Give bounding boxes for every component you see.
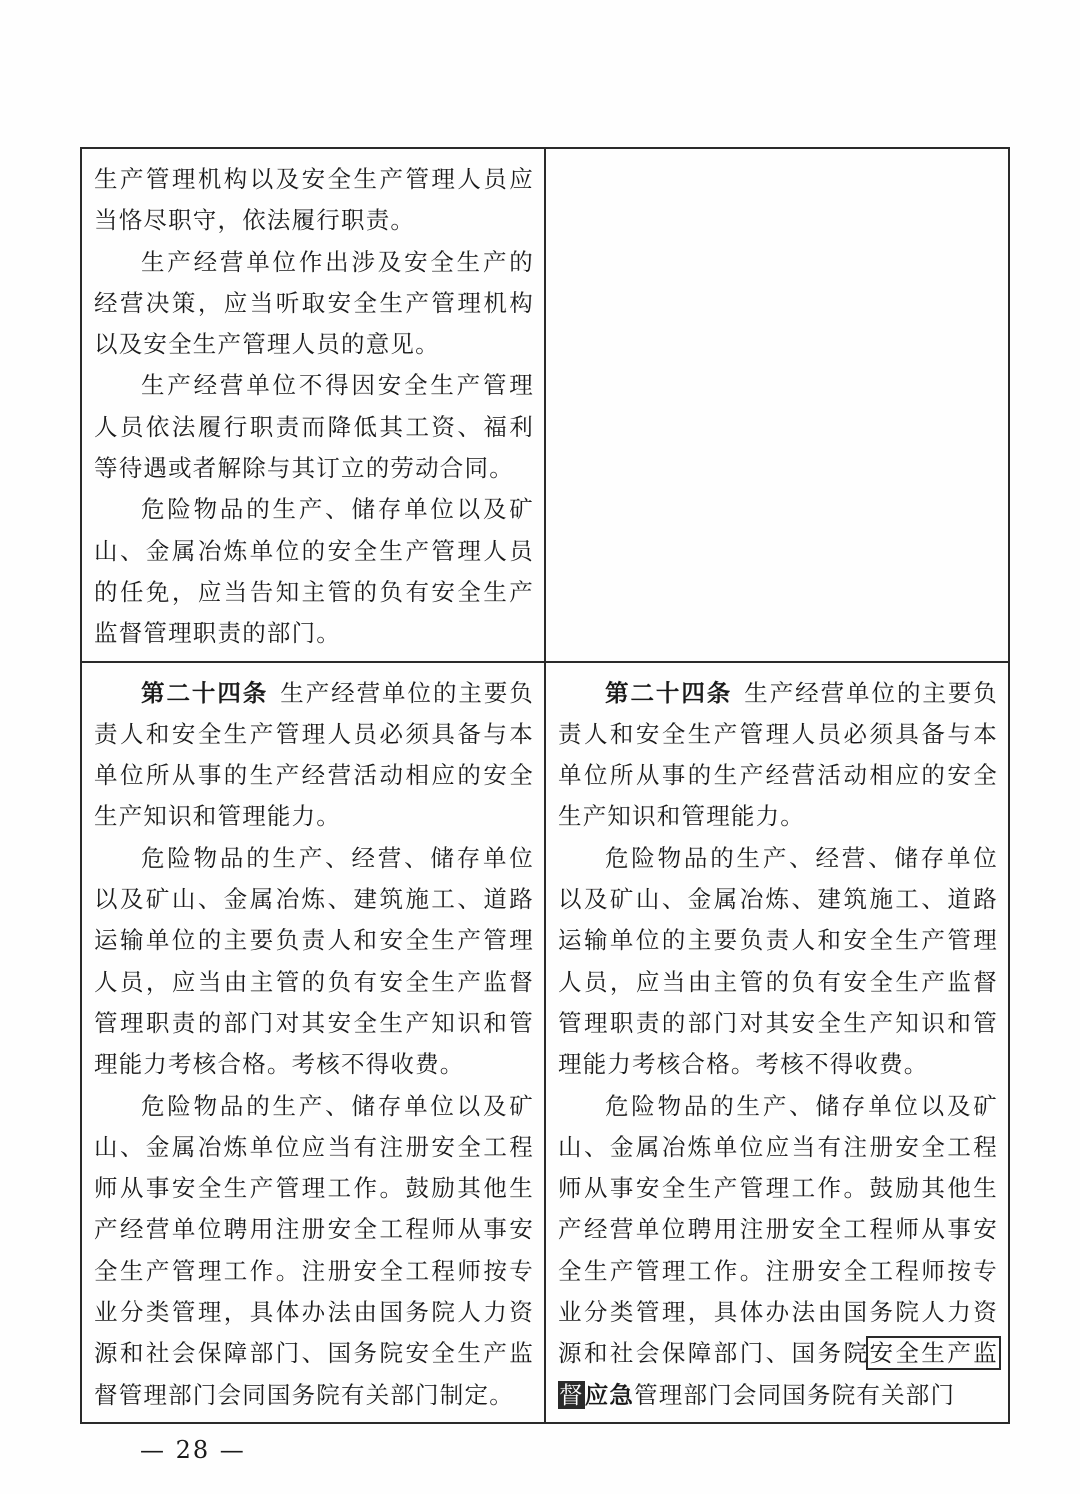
page-number: — 28 — (140, 1436, 246, 1464)
paragraph-text: 生产经营单位的主要负责人和安全生产管理人员必须具备与本单位所从事的生产经营活动相应的安全生产知识和管理能力。 (94, 678, 534, 831)
table-row (81, 148, 1009, 662)
deleted-text-mark: 督 (559, 1380, 584, 1409)
paragraph: 危险物品的生产、经营、储存单位以及矿山、金属冶炼、建筑施工、道路运输单位的主要负责人和安全生产管理人员，应当由主管的负有安全生产监督管理职责的部门对其安全生产知识和管理能力考核合格。考核不得收费。 (94, 843, 534, 1079)
law-comparison-table (80, 147, 1010, 1424)
revised-article-cell (545, 662, 1009, 1423)
paragraph: 生产管理机构以及安全生产管理人员应当恪尽职守，依法履行职责。 (94, 165, 534, 235)
paragraph (558, 673, 998, 838)
paragraph: 危险物品的生产、储存单位以及矿山、金属冶炼单位应当有注册安全工程师从事安全生产管理工作。鼓励其他生产经营单位聘用注册安全工程师从事安全生产管理工作。注册安全工程师按专业分类管理，具体办法由国务院人力资源和社会保障部门、国务院安全生产监督管理部门会同国务院有关部门制定。 (94, 1091, 534, 1409)
article-number: 第二十四条 (605, 678, 733, 707)
paragraph (94, 673, 534, 838)
inserted-text-mark: 应急 (584, 1380, 635, 1409)
paragraph-text: 危险物品的生产、储存单位以及矿山、金属冶炼单位应当有注册安全工程师从事安全生产管理工作。鼓励其他生产经营单位聘用注册安全工程师从事安全生产管理工作。注册安全工程师按专业分类管理，具体办法由国务院人力资源和社会保障部门、国务院 (558, 1091, 998, 1368)
article-number: 第二十四条 (141, 678, 269, 707)
deleted-text-mark: 安全生产监 (869, 1339, 999, 1368)
paragraph-text: 生产经营单位的主要负责人和安全生产管理人员必须具备与本单位所从事的生产经营活动相应的安全生产知识和管理能力。 (558, 678, 998, 831)
paragraph: 危险物品的生产、储存单位以及矿山、金属冶炼单位的安全生产管理人员的任免，应当告知主管的负有安全生产监督管理职责的部门。 (94, 495, 534, 648)
original-article-cell (81, 662, 545, 1423)
paragraph-text: 管理部门会同国务院有关部门 (634, 1380, 956, 1409)
paragraph: 生产经营单位作出涉及安全生产的经营决策，应当听取安全生产管理机构以及安全生产管理人员的意见。 (94, 247, 534, 359)
paragraph: 生产经营单位不得因安全生产管理人员依法履行职责而降低其工资、福利等待遇或者解除与其订立的劳动合同。 (94, 371, 534, 483)
paragraph (558, 1086, 998, 1416)
revised-text-cell-empty (545, 148, 1009, 662)
original-text-cell (81, 148, 545, 662)
table-row (81, 662, 1009, 1423)
paragraph: 危险物品的生产、经营、储存单位以及矿山、金属冶炼、建筑施工、道路运输单位的主要负责人和安全生产管理人员，应当由主管的负有安全生产监督管理职责的部门对其安全生产知识和管理能力考核合格。考核不得收费。 (558, 843, 998, 1079)
